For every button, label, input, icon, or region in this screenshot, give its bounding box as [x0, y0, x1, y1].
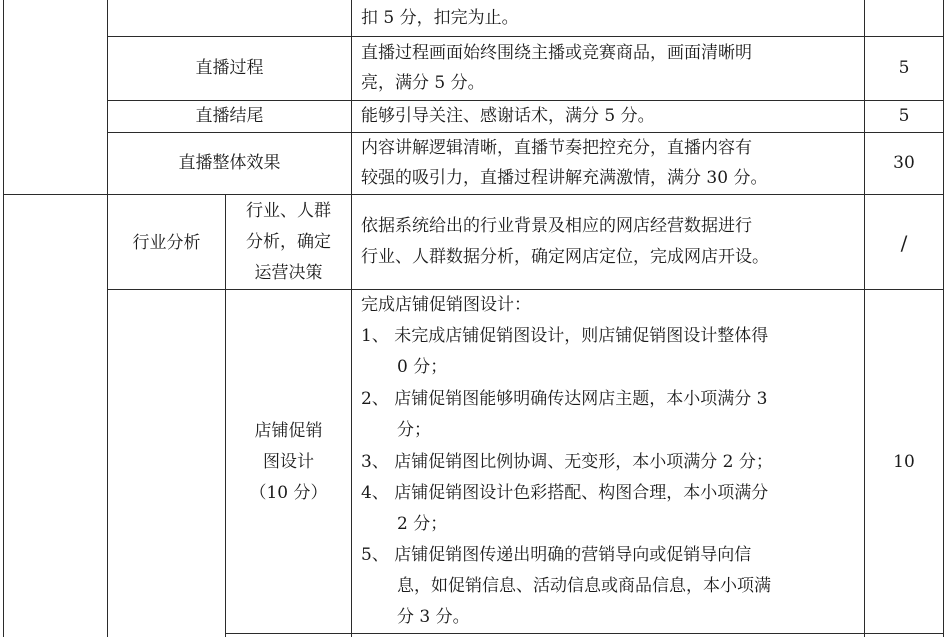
promo-sub-line3: （10 分） [249, 483, 328, 503]
industry-sub-line1: 行业、人群 [246, 201, 331, 221]
live-overall-criteria-line1: 内容讲解逻辑清晰，直播节奏把控充分，直播内容有 [361, 138, 752, 158]
industry-score: / [900, 231, 908, 255]
promo-criteria-line: 4、 店铺促销图设计色彩搭配、构图合理，本小项满分 [361, 483, 769, 503]
live-overall-label: 直播整体效果 [178, 153, 281, 173]
industry-category: 行业分析 [132, 233, 201, 253]
row-border [3, 194, 943, 195]
promo-sub-line2: 图设计 [263, 452, 314, 472]
live-process-label: 直播过程 [195, 58, 264, 78]
row-border [107, 132, 943, 133]
live-overall-criteria-line2: 较强的吸引力，直播过程讲解充满激情，满分 30 分。 [361, 168, 768, 188]
col-border [351, 0, 352, 637]
promo-criteria-line: 5、 店铺促销图传递出明确的营销导向或促销导向信 [361, 545, 752, 565]
row-border [107, 100, 943, 101]
promo-criteria-line: 2、 店铺促销图能够明确传达网店主题，本小项满分 3 [361, 389, 768, 409]
top-continuation-text: 扣 5 分，扣完为止。 [361, 8, 519, 28]
row-border [107, 36, 943, 37]
promo-score: 10 [893, 452, 915, 472]
col-border [107, 0, 108, 637]
promo-criteria-line: 1、 未完成店铺促销图设计，则店铺促销图设计整体得 [361, 326, 769, 346]
col-border [3, 0, 4, 637]
col-border [943, 0, 944, 637]
industry-criteria-line1: 依据系统给出的行业背景及相应的网店经营数据进行 [361, 216, 752, 236]
col-border [225, 194, 226, 637]
promo-criteria-line: 分； [397, 420, 431, 440]
live-overall-score: 30 [893, 153, 915, 173]
live-ending-label: 直播结尾 [195, 106, 264, 126]
promo-criteria-line: 0 分； [397, 357, 448, 377]
col-border [864, 0, 865, 637]
industry-sub-line2: 分析，确定 [246, 232, 331, 252]
promo-criteria-line: 分 3 分。 [397, 607, 470, 627]
industry-criteria-line2: 行业、人群数据分析，确定网店定位，完成网店开设。 [361, 247, 769, 267]
live-ending-score: 5 [898, 106, 910, 126]
industry-sub-line3: 运营决策 [254, 263, 323, 283]
row-border [107, 289, 943, 290]
live-process-criteria-line2: 亮，满分 5 分。 [361, 73, 485, 93]
promo-criteria-line: 息，如促销信息、活动信息或商品信息，本小项满 [397, 576, 771, 596]
promo-sub-line1: 店铺促销 [254, 421, 323, 441]
live-process-criteria-line1: 直播过程画面始终围绕主播或竞赛商品，画面清晰明 [361, 43, 752, 63]
promo-criteria-line: 完成店铺促销图设计： [361, 295, 531, 315]
promo-criteria-line: 3、 店铺促销图比例协调、无变形，本小项满分 2 分； [361, 452, 773, 472]
live-process-score: 5 [898, 58, 910, 78]
promo-criteria-line: 2 分； [397, 514, 448, 534]
row-border [225, 633, 943, 634]
live-ending-criteria: 能够引导关注、感谢话术，满分 5 分。 [361, 106, 655, 126]
